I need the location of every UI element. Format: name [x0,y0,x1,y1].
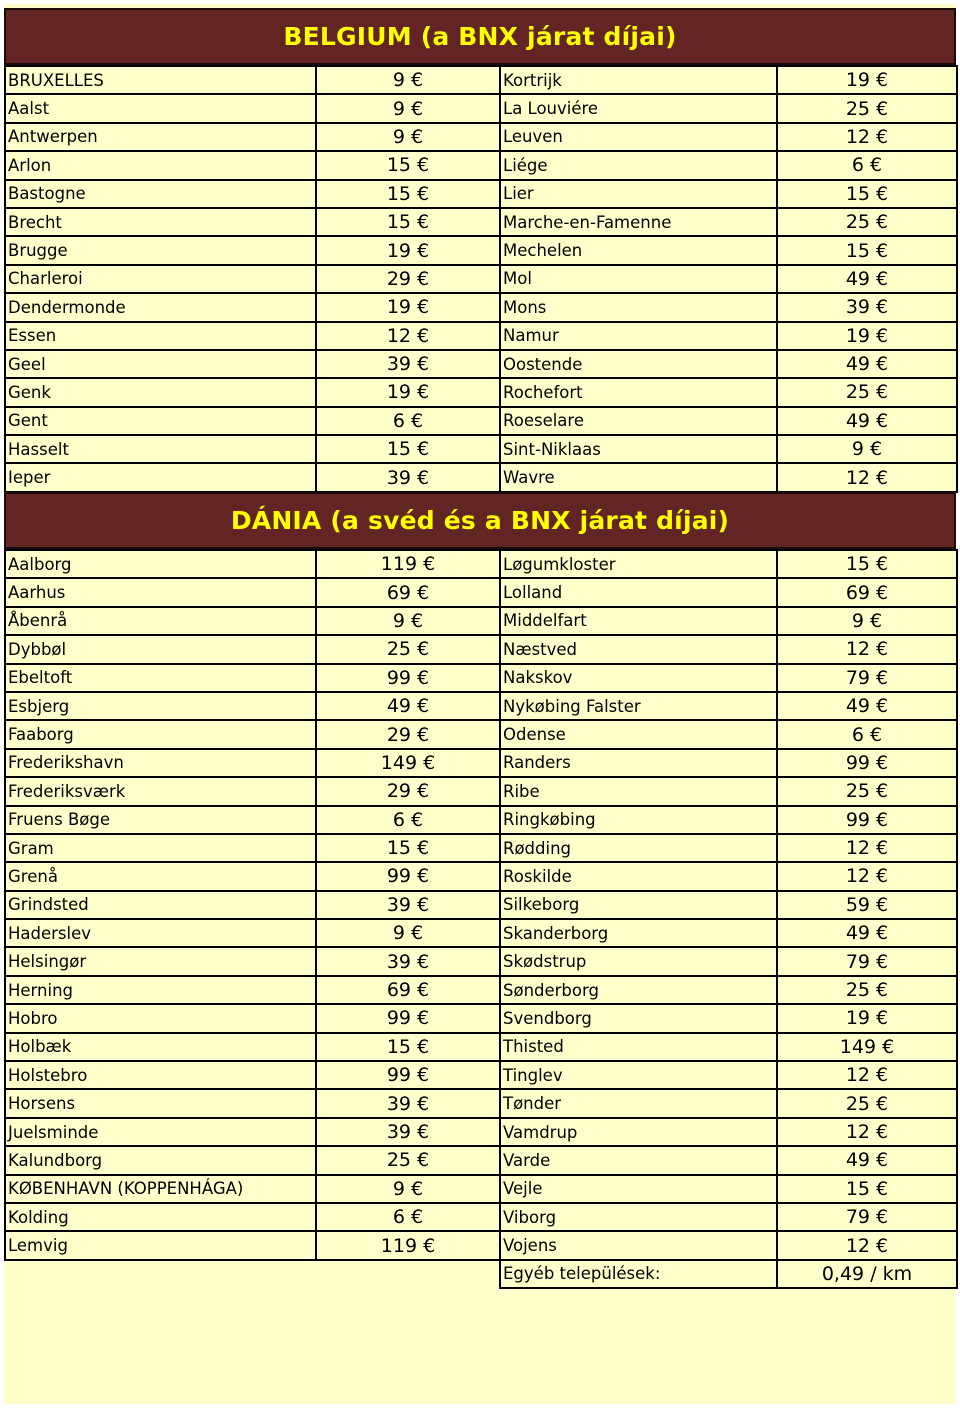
city-name: Horsens [5,1089,316,1117]
price-value: 79 € [777,1203,957,1231]
table-row [500,550,957,578]
price-value: 6 € [316,806,500,834]
city-name: Herning [5,976,316,1004]
table-row [500,435,957,463]
city-name: Aarhus [5,578,316,606]
table-row [5,1004,500,1032]
city-name: Aalborg [5,550,316,578]
table-row [5,891,500,919]
table-row [5,322,500,350]
price-value: 12 € [777,1118,957,1146]
table-row [5,806,500,834]
price-value: 29 € [316,720,500,748]
table-row [5,1118,500,1146]
price-value: 9 € [316,94,500,122]
price-value: 25 € [777,1089,957,1117]
table-row [500,1175,957,1203]
city-name: Viborg [500,1203,777,1231]
table-row [5,635,500,663]
city-name: Næstved [500,635,777,663]
price-value: 69 € [316,578,500,606]
table-row [500,265,957,293]
price-value: 99 € [777,806,957,834]
table-row [500,322,957,350]
table-row [500,947,957,975]
city-name: Juelsminde [5,1118,316,1146]
price-value: 39 € [316,350,500,378]
price-value: 39 € [316,463,500,491]
price-value: 49 € [777,919,957,947]
price-value: 12 € [777,1231,957,1259]
price-value: 99 € [316,1061,500,1089]
table-row [5,550,500,578]
city-name: Brugge [5,236,316,264]
table-row [5,435,500,463]
price-value: 49 € [777,350,957,378]
table-row [5,1203,500,1231]
table-row [500,350,957,378]
city-name: Vamdrup [500,1118,777,1146]
price-value: 39 € [777,293,957,321]
city-name: Fruens Bøge [5,806,316,834]
city-name: Frederikshavn [5,749,316,777]
city-name: Arlon [5,151,316,179]
price-value: 19 € [777,66,957,94]
price-value: 19 € [777,1004,957,1032]
table-row [5,1089,500,1117]
table-row [5,578,500,606]
city-name: Holbæk [5,1033,316,1061]
table-row [5,1033,500,1061]
table-row [500,463,957,491]
price-value: 49 € [316,692,500,720]
city-name: Dendermonde [5,293,316,321]
table-row [5,1231,500,1259]
table-row [5,208,500,236]
price-value: 15 € [777,1175,957,1203]
price-value: 12 € [777,635,957,663]
city-name: Lolland [500,578,777,606]
city-name: Åbenrå [5,607,316,635]
table-row [5,692,500,720]
table-row [5,947,500,975]
table-row [500,749,957,777]
city-name: Sint-Niklaas [500,435,777,463]
city-name: Vejle [500,1175,777,1203]
city-name: Mol [500,265,777,293]
city-name: Leuven [500,123,777,151]
city-name: Grenå [5,862,316,890]
table-row [500,123,957,151]
table-row [5,834,500,862]
price-value: 69 € [316,976,500,1004]
table-row [500,407,957,435]
price-value: 39 € [316,891,500,919]
city-name: Essen [5,322,316,350]
price-value: 39 € [316,1118,500,1146]
table-row [500,891,957,919]
table-row [5,123,500,151]
city-name: BRUXELLES [5,66,316,94]
table-row [5,463,500,491]
city-name: Roskilde [500,862,777,890]
price-value: 119 € [316,1231,500,1259]
city-name: Tønder [500,1089,777,1117]
city-name: Grindsted [5,891,316,919]
price-value: 12 € [777,834,957,862]
city-name: Frederiksværk [5,777,316,805]
price-value: 69 € [777,578,957,606]
city-name: Oostende [500,350,777,378]
price-value: 39 € [316,1089,500,1117]
price-value: 15 € [316,435,500,463]
belgium-title: BELGIUM (a BNX járat díjai) [283,22,677,51]
price-value: 15 € [777,550,957,578]
table-row [500,208,957,236]
city-name: Rødding [500,834,777,862]
price-value: 25 € [316,635,500,663]
city-name: Egyéb települések: [500,1260,777,1288]
price-value: 6 € [316,407,500,435]
denmark-table-left [4,549,501,1261]
price-value: 19 € [316,378,500,406]
table-row [5,66,500,94]
city-name: Skanderborg [500,919,777,947]
table-row [500,1118,957,1146]
table-row [500,607,957,635]
city-name: Ebeltoft [5,664,316,692]
table-row [500,1203,957,1231]
table-row [500,578,957,606]
city-name: Gent [5,407,316,435]
table-row [500,1231,957,1259]
city-name: Nakskov [500,664,777,692]
table-row [500,1089,957,1117]
city-name: Silkeborg [500,891,777,919]
table-row [500,862,957,890]
city-name: Genk [5,378,316,406]
city-name: Odense [500,720,777,748]
table-row [5,919,500,947]
price-value: 9 € [316,123,500,151]
city-name: Marche-en-Famenne [500,208,777,236]
price-value: 9 € [777,435,957,463]
price-value: 15 € [777,236,957,264]
price-value: 49 € [777,692,957,720]
table-row [500,834,957,862]
denmark-header [4,492,956,549]
price-value: 15 € [316,151,500,179]
price-value: 25 € [777,94,957,122]
price-value: 19 € [316,236,500,264]
price-value: 25 € [777,208,957,236]
price-value: 9 € [316,1175,500,1203]
price-value: 119 € [316,550,500,578]
table-row [5,407,500,435]
price-value: 49 € [777,1146,957,1174]
table-row [5,749,500,777]
city-name: Esbjerg [5,692,316,720]
price-value: 79 € [777,664,957,692]
city-name: Kortrijk [500,66,777,94]
city-name: KØBENHAVN (KOPPENHÁGA) [5,1175,316,1203]
city-name: Skødstrup [500,947,777,975]
price-value: 19 € [316,293,500,321]
price-value: 12 € [777,1061,957,1089]
city-name: Liége [500,151,777,179]
price-value: 25 € [316,1146,500,1174]
table-row [5,607,500,635]
table-row [500,66,957,94]
table-row [5,862,500,890]
price-value: 12 € [777,862,957,890]
price-value: 15 € [316,180,500,208]
table-row [5,664,500,692]
price-value: 29 € [316,265,500,293]
city-name: Antwerpen [5,123,316,151]
price-value: 9 € [316,919,500,947]
city-name: Dybbøl [5,635,316,663]
price-value: 9 € [316,66,500,94]
price-value: 6 € [777,151,957,179]
city-name: Gram [5,834,316,862]
city-name: Kolding [5,1203,316,1231]
table-row [500,1004,957,1032]
price-value: 39 € [316,947,500,975]
city-name: Faaborg [5,720,316,748]
city-name: Roeselare [500,407,777,435]
price-value: 9 € [777,607,957,635]
table-row [500,976,957,1004]
table-row [500,1260,957,1288]
table-row [5,1175,500,1203]
price-value: 0,49 / km [777,1260,957,1288]
city-name: Haderslev [5,919,316,947]
city-name: Mons [500,293,777,321]
price-value: 99 € [777,749,957,777]
belgium-table-right [499,65,958,493]
city-name: Bastogne [5,180,316,208]
city-name: Wavre [500,463,777,491]
table-row [500,1061,957,1089]
table-row [500,692,957,720]
price-value: 49 € [777,407,957,435]
city-name: Nykøbing Falster [500,692,777,720]
price-value: 99 € [316,664,500,692]
price-value: 25 € [777,378,957,406]
city-name: Hobro [5,1004,316,1032]
price-value: 99 € [316,862,500,890]
table-row [5,265,500,293]
city-name: Helsingør [5,947,316,975]
table-row [5,1146,500,1174]
table-row [5,236,500,264]
denmark-table-right [499,549,958,1289]
table-row [5,94,500,122]
price-value: 25 € [777,976,957,1004]
table-row [5,293,500,321]
table-row [500,378,957,406]
city-name: Varde [500,1146,777,1174]
table-row [5,777,500,805]
city-name: Kalundborg [5,1146,316,1174]
city-name: Tinglev [500,1061,777,1089]
denmark-title: DÁNIA (a svéd és a BNX járat díjai) [230,506,730,535]
table-row [500,293,957,321]
table-row [500,720,957,748]
belgium-table-left [4,65,501,493]
belgium-header [4,8,956,65]
price-value: 15 € [316,1033,500,1061]
table-row [5,976,500,1004]
table-row [500,151,957,179]
table-row [5,151,500,179]
price-value: 79 € [777,947,957,975]
city-name: Mechelen [500,236,777,264]
city-name: Sønderborg [500,976,777,1004]
table-row [5,350,500,378]
city-name: Randers [500,749,777,777]
table-row [500,777,957,805]
table-row [500,664,957,692]
table-row [5,180,500,208]
city-name: Svendborg [500,1004,777,1032]
table-row [500,919,957,947]
city-name: La Louviére [500,94,777,122]
price-value: 12 € [777,463,957,491]
price-value: 12 € [777,123,957,151]
city-name: Lemvig [5,1231,316,1259]
price-value: 9 € [316,607,500,635]
price-value: 149 € [777,1033,957,1061]
city-name: Rochefort [500,378,777,406]
price-value: 25 € [777,777,957,805]
price-value: 149 € [316,749,500,777]
price-value: 6 € [777,720,957,748]
price-value: 6 € [316,1203,500,1231]
table-row [5,378,500,406]
city-name: Charleroi [5,265,316,293]
city-name: Ribe [500,777,777,805]
table-row [5,720,500,748]
price-value: 29 € [316,777,500,805]
price-value: 19 € [777,322,957,350]
price-value: 15 € [316,208,500,236]
table-row [500,1146,957,1174]
price-value: 59 € [777,891,957,919]
city-name: Ieper [5,463,316,491]
city-name: Brecht [5,208,316,236]
city-name: Vojens [500,1231,777,1259]
city-name: Middelfart [500,607,777,635]
city-name: Geel [5,350,316,378]
table-row [500,180,957,208]
price-value: 99 € [316,1004,500,1032]
city-name: Hasselt [5,435,316,463]
price-value: 49 € [777,265,957,293]
city-name: Ringkøbing [500,806,777,834]
city-name: Namur [500,322,777,350]
table-row [500,806,957,834]
price-value: 12 € [316,322,500,350]
city-name: Thisted [500,1033,777,1061]
table-row [500,94,957,122]
table-row [5,1061,500,1089]
table-row [500,635,957,663]
table-row [500,1033,957,1061]
city-name: Lier [500,180,777,208]
price-value: 15 € [316,834,500,862]
table-row [500,236,957,264]
city-name: Løgumkloster [500,550,777,578]
price-value: 15 € [777,180,957,208]
city-name: Holstebro [5,1061,316,1089]
price-sheet [4,4,956,1404]
city-name: Aalst [5,94,316,122]
